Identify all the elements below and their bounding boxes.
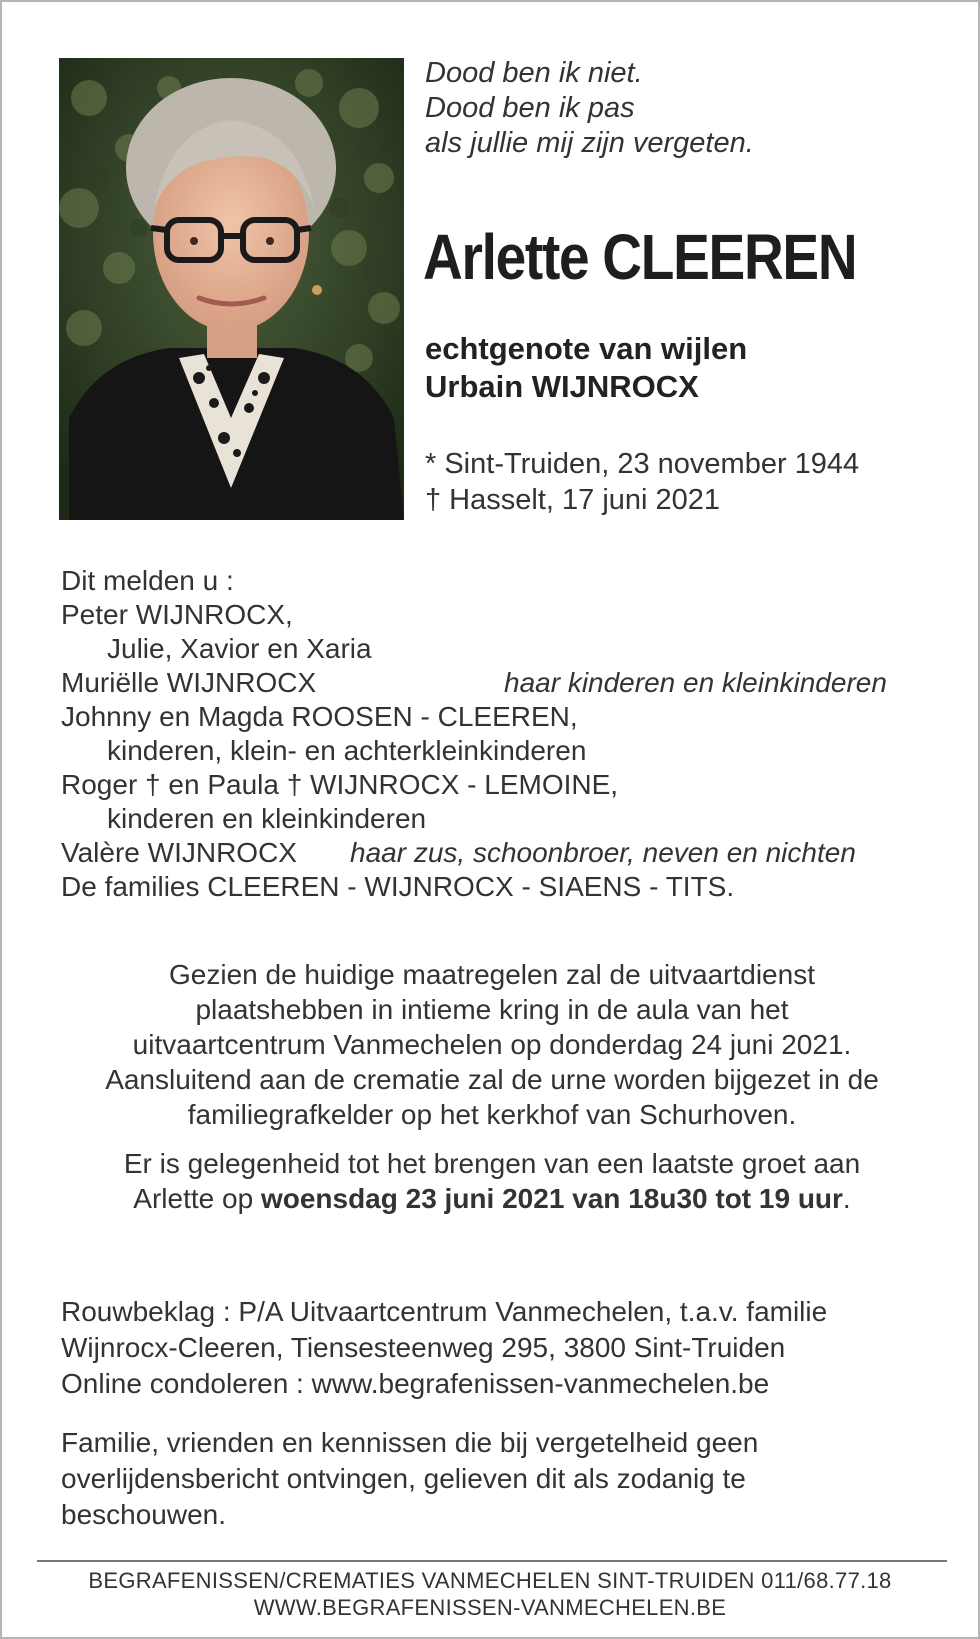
- footer-divider: [37, 1560, 947, 1562]
- family-line: De families CLEEREN - WIJNROCX - SIAENS - TITS.: [61, 871, 735, 902]
- visitation-time: woensdag 23 juni 2021 van 18u30 tot 19 uur: [260, 1183, 843, 1214]
- greeting-text: Arlette op: [133, 1183, 261, 1214]
- contact-line: Rouwbeklag : P/A Uitvaartcentrum Vanmechelen, t.a.v. familie: [61, 1296, 828, 1327]
- family-line: kinderen, klein- en achterkleinkinderen: [107, 735, 587, 766]
- greeting-line: [42, 1181, 942, 1216]
- portrait-illustration: [59, 58, 404, 520]
- birth-date: * Sint-Truiden, 23 november 1944: [425, 448, 860, 480]
- contact-line: Wijnrocx-Cleeren, Tiensesteenweg 295, 3800 Sint-Truiden: [61, 1332, 786, 1363]
- contact-paragraph: [61, 1294, 827, 1402]
- footer-line: BEGRAFENISSEN/CREMATIES VANMECHELEN SINT-TRUIDEN 011/68.77.18: [88, 1568, 892, 1593]
- family-relation-note: haar kinderen en kleinkinderen: [504, 667, 887, 698]
- motto-line: als jullie mij zijn vergeten.: [425, 127, 754, 159]
- greeting-line: Er is gelegenheid tot het brengen van een laatste groet aan: [123, 1148, 861, 1179]
- family-line: Muriëlle WIJNROCX: [61, 667, 317, 698]
- death-date: † Hasselt, 17 juni 2021: [425, 484, 721, 516]
- service-line: familiegrafkelder op het kerkhof van Schurhoven.: [187, 1099, 797, 1130]
- motto-line: Dood ben ik niet.: [425, 57, 643, 89]
- service-line: Aansluitend aan de crematie zal de urne worden bijgezet in de: [105, 1064, 879, 1095]
- contact-line: Online condoleren : www.begrafenissen-vanmechelen.be: [61, 1368, 770, 1399]
- greeting-period: .: [842, 1183, 851, 1214]
- service-line: uitvaartcentrum Vanmechelen op donderdag 24 juni 2021.: [132, 1029, 852, 1060]
- motto-line: Dood ben ik pas: [425, 92, 635, 124]
- family-line: Johnny en Magda ROOSEN - CLEEREN,: [61, 701, 578, 732]
- service-paragraph: [42, 957, 942, 1132]
- notice-line: Familie, vrienden en kennissen die bij vergetelheid geen: [61, 1427, 759, 1458]
- family-line: Peter WIJNROCX,: [61, 599, 293, 630]
- spouse-info: [425, 330, 747, 406]
- notice-line: beschouwen.: [61, 1499, 227, 1530]
- spouse-line: echtgenote van wijlen: [425, 331, 748, 366]
- service-line: plaatshebben in intieme kring in de aula van het: [195, 994, 789, 1025]
- family-intro: Dit melden u :: [61, 565, 234, 596]
- family-line: kinderen en kleinkinderen: [107, 803, 427, 834]
- family-line: Julie, Xavior en Xaria: [107, 633, 372, 664]
- life-dates: [425, 446, 859, 518]
- motto-quote: [425, 56, 754, 161]
- footer: [2, 1567, 978, 1621]
- footer-line: WWW.BEGRAFENISSEN-VANMECHELEN.BE: [253, 1595, 727, 1620]
- deceased-name: Arlette CLEEREN: [423, 221, 857, 293]
- spouse-line: Urbain WIJNROCX: [425, 369, 699, 404]
- portrait-photo: [59, 58, 404, 520]
- family-line: Roger † en Paula † WIJNROCX - LEMOINE,: [61, 769, 619, 800]
- notice-paragraph: [61, 1425, 758, 1533]
- family-line: Valère WIJNROCX: [61, 837, 297, 868]
- family-relation-note: haar zus, schoonbroer, neven en nichten: [350, 837, 856, 868]
- service-line: Gezien de huidige maatregelen zal de uitvaartdienst: [169, 959, 815, 990]
- greeting-paragraph: [42, 1146, 942, 1216]
- notice-line: overlijdensbericht ontvingen, gelieven dit als zodanig te: [61, 1463, 746, 1494]
